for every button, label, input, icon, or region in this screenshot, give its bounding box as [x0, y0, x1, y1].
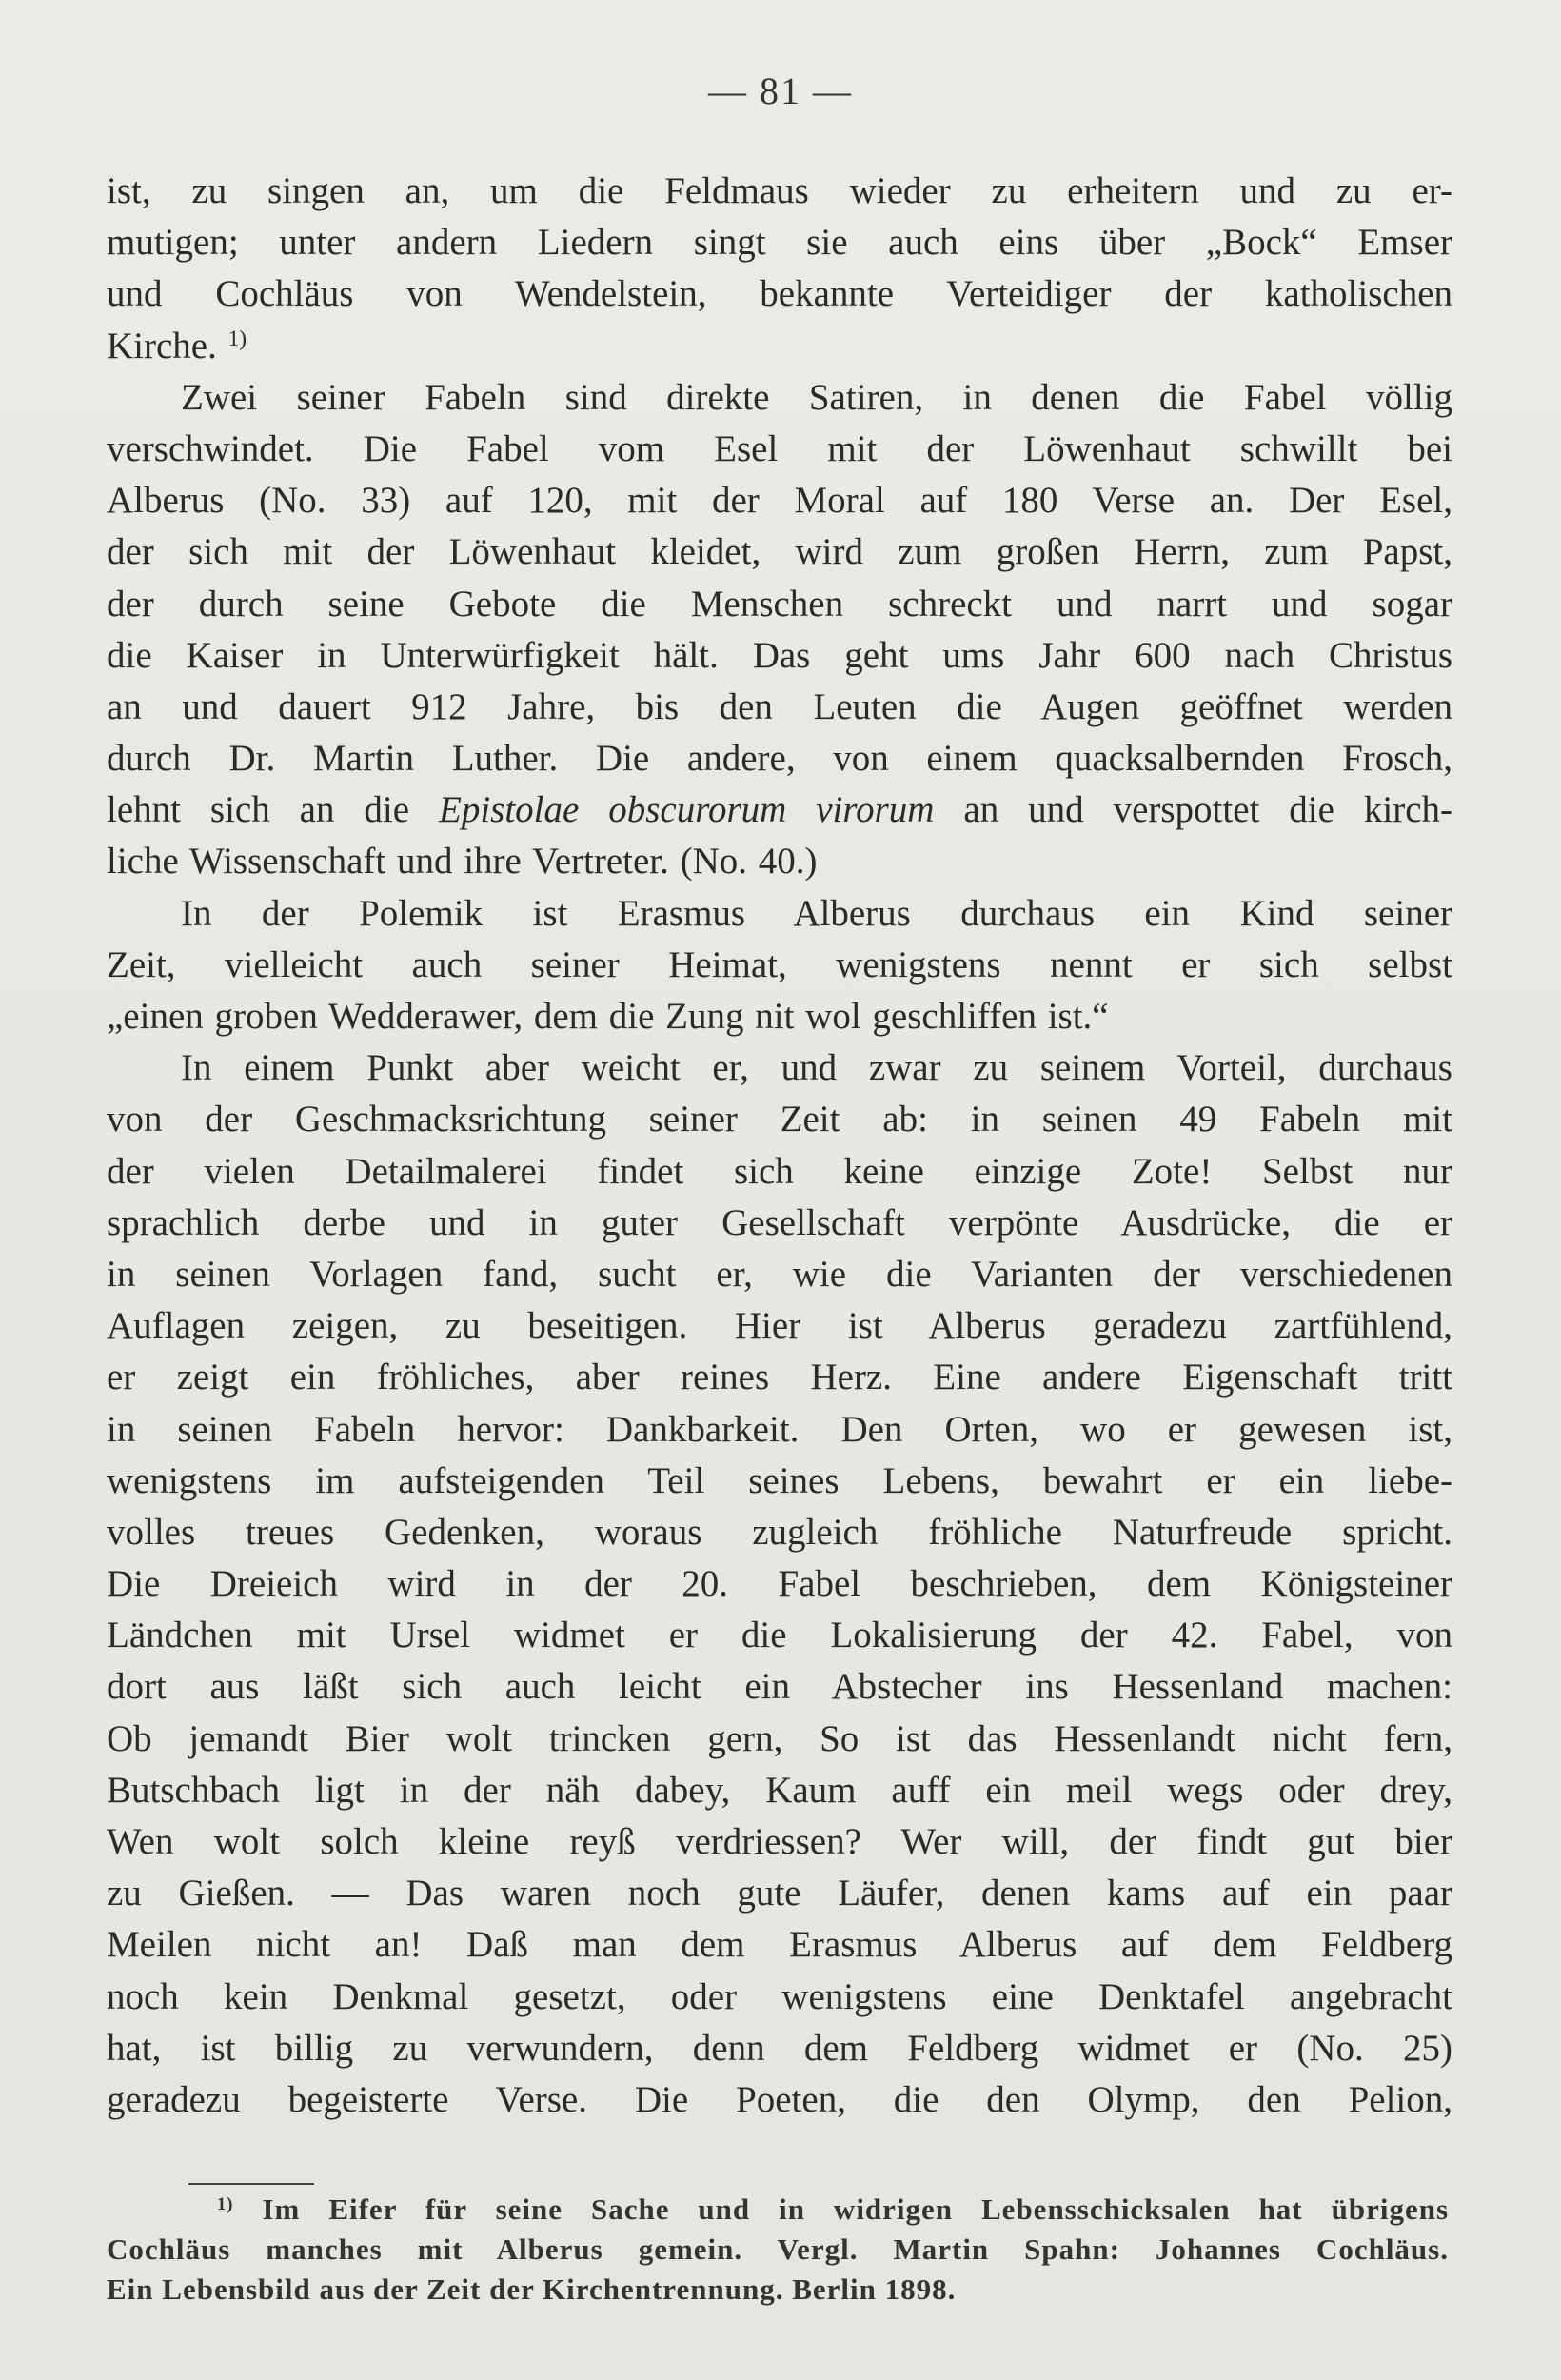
- page-number: — 81 —: [708, 69, 853, 112]
- text-line: zu Gießen. — Das waren noch gute Läufer, denen kams auf ein paar: [107, 1873, 1452, 1914]
- text-line: er zeigt ein fröhliches, aber reines Herz. Eine andere Eigenschaft tritt: [107, 1357, 1452, 1398]
- text-fragment: Kirche.: [107, 325, 217, 367]
- footnotes: [107, 2190, 1449, 2310]
- text-line: [107, 321, 1452, 372]
- text-line: Zwei seiner Fabeln sind direkte Satiren, in denen die Fabel völlig: [181, 376, 1452, 418]
- text-line: volles treues Gedenken, woraus zugleich fröhliche Naturfreude spricht.: [107, 1511, 1452, 1553]
- text-line: geradezu begeisterte Verse. Die Poeten, die den Olymp, den Pelion,: [107, 2078, 1452, 2120]
- text-line: ist, zu singen an, um die Feldmaus wieder zu erheitern und zu er-: [107, 170, 1452, 211]
- text-line: liche Wissenschaft und ihre Vertreter. (No. 40.): [107, 841, 818, 883]
- text-line: der sich mit der Löwenhaut kleidet, wird zum großen Herrn, zum Papst,: [107, 531, 1452, 573]
- footnote-divider: [188, 2183, 314, 2185]
- text-line: Die Dreieich wird in der 20. Fabel beschrieben, dem Königsteiner: [107, 1563, 1452, 1605]
- text-line: in seinen Fabeln hervor: Dankbarkeit. Den Orten, wo er gewesen ist,: [107, 1408, 1452, 1450]
- body-text: [107, 166, 1452, 2126]
- text-line: in seinen Vorlagen fand, sucht er, wie die Varianten der verschiedenen: [107, 1253, 1452, 1295]
- text-line: der vielen Detailmalerei findet sich keine einzige Zote! Selbst nur: [107, 1150, 1452, 1192]
- footnote-marker: 1): [217, 2193, 234, 2214]
- text-line: durch Dr. Martin Luther. Die andere, von einem quacksalbernden Frosch,: [107, 738, 1452, 780]
- text-line: verschwindet. Die Fabel vom Esel mit der Löwenhaut schwillt bei: [107, 427, 1452, 469]
- text-line: Zeit, vielleicht auch seiner Heimat, wenigstens nennt er sich selbst: [107, 943, 1452, 985]
- text-fragment: an und verspottet die kirch-: [963, 789, 1452, 831]
- footnote-line: [107, 2190, 1449, 2230]
- text-line: die Kaiser in Unterwürfigkeit hält. Das geht ums Jahr 600 nach Christus: [107, 634, 1452, 676]
- text-line: von der Geschmacksrichtung seiner Zeit ab: in seinen 49 Fabeln mit: [107, 1099, 1452, 1140]
- text-line: mutigen; unter andern Liedern singt sie auch eins über „Bock“ Emser: [107, 222, 1452, 264]
- text-fragment: lehnt sich an die: [107, 789, 410, 831]
- text-line: dort aus läßt sich auch leicht ein Abstecher ins Hessenland machen:: [107, 1666, 1452, 1708]
- text-line: In einem Punkt aber weicht er, und zwar zu seinem Vorteil, durchaus: [181, 1047, 1452, 1089]
- text-line: Wen wolt solch kleine reyß verdriessen? Wer will, der findt gut bier: [107, 1821, 1452, 1862]
- footnote-line: Cochläus manches mit Alberus gemein. Vergl. Martin Spahn: Johannes Cochläus.: [107, 2232, 1449, 2266]
- text-line: der durch seine Gebote die Menschen schreckt und narrt und sogar: [107, 583, 1452, 625]
- text-line: Ob jemandt Bier wolt trincken gern, So ist das Hessenlandt nicht fern,: [107, 1717, 1452, 1759]
- text-line: sprachlich derbe und in guter Gesellschaft verpönte Ausdrücke, die er: [107, 1201, 1452, 1243]
- italic-title: Epistolae obscurorum virorum: [439, 789, 935, 831]
- text-line: Meilen nicht an! Daß man dem Erasmus Alberus auf dem Feldberg: [107, 1924, 1452, 1966]
- text-line: wenigstens im aufsteigenden Teil seines Lebens, bewahrt er ein liebe-: [107, 1459, 1452, 1501]
- text-line: Butschbach ligt in der näh dabey, Kaum auff ein meil wegs oder drey,: [107, 1769, 1452, 1811]
- text-line: Ländchen mit Ursel widmet er die Lokalisierung der 42. Fabel, von: [107, 1615, 1452, 1656]
- text-line: Alberus (No. 33) auf 120, mit der Moral auf 180 Verse an. Der Esel,: [107, 480, 1452, 522]
- text-line: Auflagen zeigen, zu beseitigen. Hier ist Alberus geradezu zartfühlend,: [107, 1305, 1452, 1347]
- text-line: „einen groben Wedderawer, dem die Zung nit wol geschliffen ist.“: [107, 996, 1109, 1037]
- text-line: und Cochläus von Wendelstein, bekannte Verteidiger der katholischen: [107, 273, 1452, 315]
- text-fragment: Im Eifer für seine Sache und in widrigen Lebensschicksalen hat übrigens: [262, 2192, 1449, 2226]
- text-line: hat, ist billig zu verwundern, denn dem Feldberg widmet er (No. 25): [107, 2027, 1452, 2069]
- footnote-reference: 1): [227, 326, 247, 351]
- text-line: noch kein Denkmal gesetzt, oder wenigstens eine Denktafel angebracht: [107, 1975, 1452, 2017]
- footnote-line: Ein Lebensbild aus der Zeit der Kirchentrennung. Berlin 1898.: [107, 2272, 957, 2306]
- text-line: In der Polemik ist Erasmus Alberus durchaus ein Kind seiner: [181, 892, 1452, 934]
- text-line: an und dauert 912 Jahre, bis den Leuten die Augen geöffnet werden: [107, 685, 1452, 727]
- text-line: [107, 784, 1452, 836]
